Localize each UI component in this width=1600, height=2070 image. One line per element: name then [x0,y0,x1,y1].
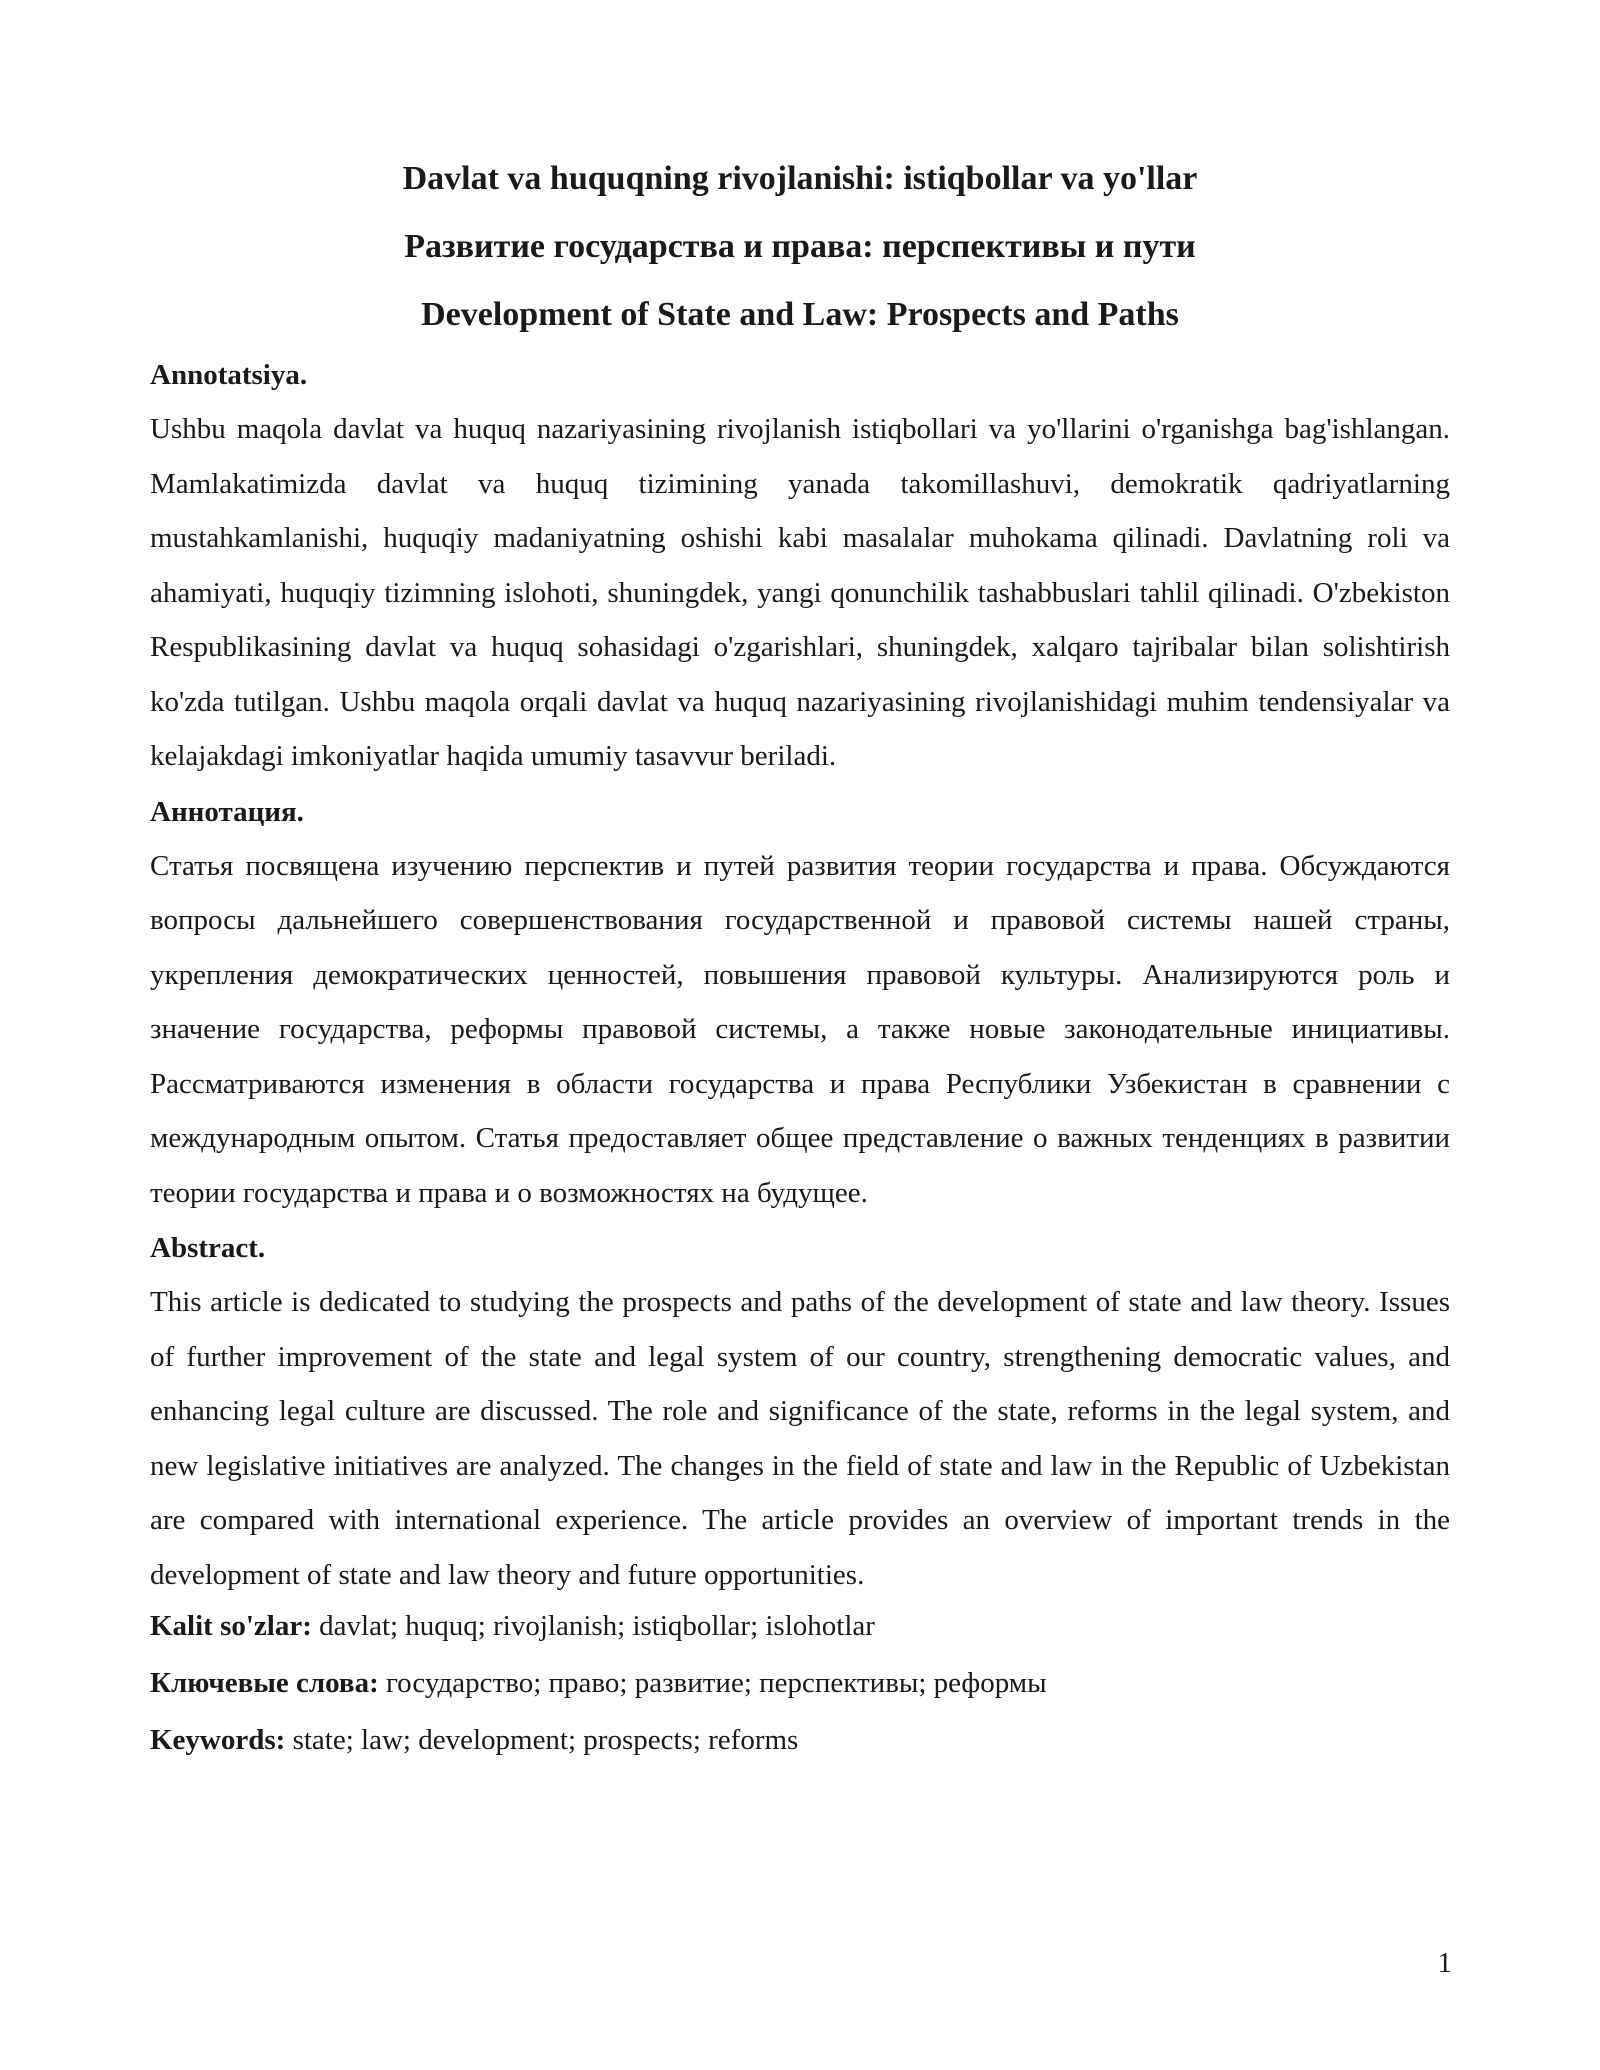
annotation-uzbek-heading: Annotatsiya. [150,359,308,391]
keywords-russian [150,1665,1450,1701]
keywords-uzbek-value: davlat; huquq; rivojlanish; istiqbollar; islohotlar [311,1610,875,1642]
keywords-english-value: state; law; development; prospects; reforms [285,1724,799,1756]
keywords-uzbek [150,1608,1450,1644]
annotation-uzbek-text: Ushbu maqola davlat va huquq nazariyasining rivojlanish istiqbollari va yo'llarini o'rganishga bag'ishlangan. Mamlakatimizda davlat va huquq tizimining yanada takomillashuvi, demokratik qadriyatlarning mustahkamlanishi, huquqiy madaniyatning oshishi kabi masalalar muhokama qilinadi. Davlatning roli va ahamiyati, huquqiy tizimning islohoti, shuningdek, yangi qonunchilik tashabbuslari tahlil qilinadi. O'zbekiston Respublikasining davlat va huquq sohasidagi o'zgarishlari, shuningdek, xalqaro tajribalar bilan solishtirish ko'zda tutilgan. Ushbu maqola orqali davlat va huquq nazariyasining rivojlanishidagi muhim tendensiyalar va kelajakdagi imkoniyatlar haqida umumiy tasavvur beriladi. [150,413,1450,772]
abstract-english-text: This article is dedicated to studying the prospects and paths of the development of state and law theory. Issues of further improvement of the state and legal system of our country, strengthening democratic values, and enhancing legal culture are discussed. The role and significance of the state, reforms in the legal system, and new legislative initiatives are analyzed. The changes in the field of state and law in the Republic of Uzbekistan are compared with international experience. The article provides an overview of important trends in the development of state and law theory and future opportunities. [150,1286,1450,1591]
keywords-uzbek-label: Kalit so'zlar: [150,1610,312,1642]
title-english: Development of State and Law: Prospects and Paths [421,296,1179,333]
title-russian: Развитие государства и права: перспективы и пути [404,228,1196,265]
keywords-russian-value: государство; право; развитие; перспективы; реформы [378,1667,1047,1699]
keywords-english-label: Keywords: [150,1724,286,1756]
page-number: 1 [1437,1947,1452,1979]
title-block [150,145,1450,349]
keywords-russian-label: Ключевые слова: [150,1667,379,1699]
abstract-english-heading: Abstract. [150,1232,266,1264]
annotation-russian-heading: Аннотация. [150,795,304,828]
annotation-uzbek-section [150,357,1450,784]
abstract-english-section [150,1230,1450,1602]
annotation-russian-section [150,794,1450,1221]
keywords-section [150,1608,1450,1758]
keywords-english [150,1722,1450,1758]
document-page [150,145,1450,1779]
title-uzbek: Davlat va huquqning rivojlanishi: istiqbollar va yo'llar [402,160,1198,197]
annotation-russian-text: Статья посвящена изучению перспектив и путей развития теории государства и права. Обсуждаются вопросы дальнейшего совершенствования государственной и правовой системы нашей страны, укрепления демократических ценностей, повышения правовой культуры. Анализируются роль и значение государства, реформы правовой системы, а также новые законодательные инициативы. Рассматриваются изменения в области государства и права Республики Узбекистан в сравнении с международным опытом. Статья предоставляет общее представление о важных тенденциях в развитии теории государства и права и о возможностях на будущее. [150,849,1450,1209]
